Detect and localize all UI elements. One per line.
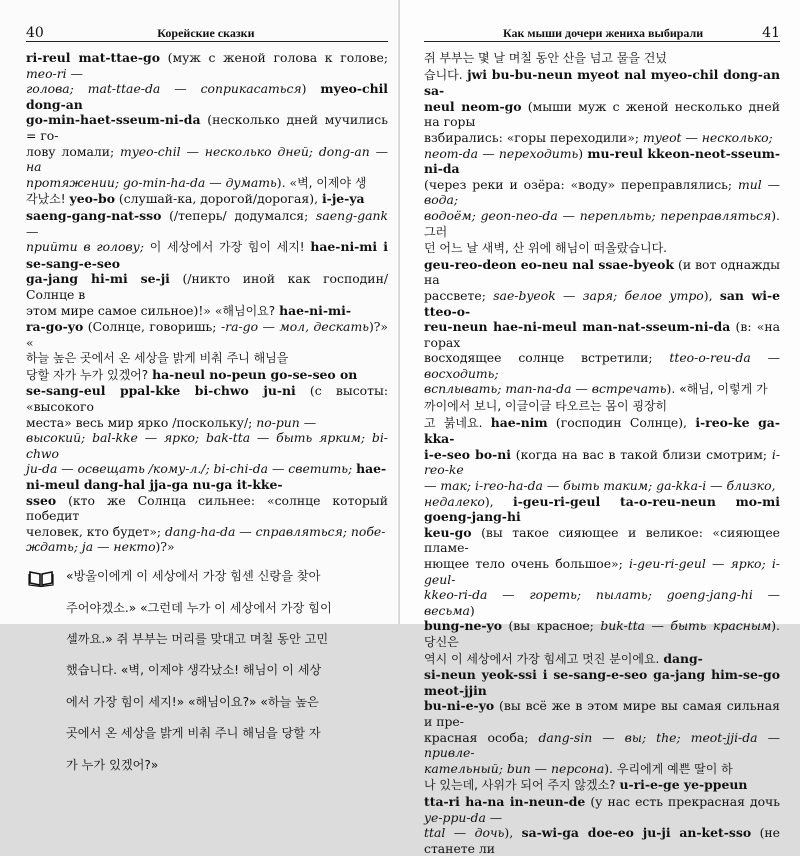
text-run: (несколько дней мучились = го-	[26, 112, 388, 143]
text-line	[26, 175, 388, 192]
text-run: tta-ri ha-na in-neun-de	[424, 793, 586, 809]
text-run: myeo-chil dong-an	[26, 81, 388, 112]
text-line	[26, 319, 388, 350]
text-run: ),	[484, 493, 514, 509]
running-title: Как мыши дочери жениха выбирали	[502, 26, 704, 40]
text-run: 까이에서 보니, 이글이글 타오르는 몸이 굉장히	[424, 399, 668, 414]
text-run: ).	[771, 207, 780, 223]
text-line	[26, 477, 388, 493]
open-book-icon	[28, 569, 54, 587]
text-line	[424, 761, 780, 778]
text-line	[424, 99, 780, 130]
text-run: )	[301, 81, 321, 97]
text-run: (в: «на горах	[424, 319, 781, 350]
text-run: i-geu-ri-geul — ярко; i-geul-	[424, 556, 780, 587]
text-run: ju-da — освещать /кому-л./; bi-chi-da — светить;	[26, 461, 353, 477]
text-run: dang-ha-da — справляться; побе-	[165, 523, 386, 539]
left-page	[0, 0, 400, 772]
text-run: ga-jang hi-mi se-ji	[26, 271, 170, 287]
text-run: высокий; bal-kke — ярко; bak-tta — быть ярким; bi-chwo	[26, 430, 388, 461]
text-run: sseo	[26, 492, 57, 508]
text-line	[424, 50, 780, 67]
text-run: (господин Солнце),	[547, 414, 696, 430]
text-line	[424, 177, 780, 208]
text-run: всплывать; man-na-da — встречать	[424, 381, 667, 397]
text-run: (у нас есть прекрасная дочь	[585, 793, 780, 809]
text-run: tteo-o-reu-da — восходить;	[424, 350, 780, 381]
text-run: водоём; geon-neo-da — перепльть; переправляться	[424, 207, 772, 223]
text-run: myeo-chil — несколько дней; dong-an — на	[26, 143, 388, 175]
text-run: голова; mat-ttae-da — соприкасаться	[26, 81, 302, 97]
text-run: кательный; bun — персона	[424, 760, 605, 776]
text-run: go-min-haet-sseum-ni-da	[26, 112, 201, 128]
left-page-header	[26, 0, 388, 42]
text-run: красная особа;	[424, 729, 539, 745]
text-run: geu-reo-deon eo-neu nal ssae-byeok	[424, 256, 674, 272]
running-title: Корейские сказки	[157, 26, 255, 40]
text-run: ni-meul dang-hal jja-ga nu-ga it-kke-	[26, 477, 283, 493]
text-line	[424, 651, 780, 668]
text-line	[424, 146, 780, 177]
text-run: i-e-seo bo-ni	[424, 446, 511, 462]
text-run: bung-ne-yo	[424, 618, 502, 634]
text-run: 나 있는데, 사위가 되어 주지 않겠소?	[424, 778, 616, 793]
text-run: ha-neul no-peun go-se-seo on	[152, 366, 358, 382]
text-run: 당할 자가 누가 있겠어?	[26, 367, 149, 382]
text-run: mul — вода;	[424, 176, 780, 208]
right-page-header	[424, 0, 780, 42]
text-run: человек, кто будет»;	[26, 523, 166, 539]
text-run: 고 붉네요.	[424, 415, 483, 430]
text-line	[26, 144, 388, 175]
text-run: i-reo-ke	[424, 446, 781, 478]
text-run: ye-ppu-da —	[424, 809, 503, 825]
text-run: 당신은	[424, 634, 459, 649]
text-line	[424, 350, 780, 381]
text-run: (вы всё же в этом мире вы самая сильная и пре-	[424, 698, 780, 729]
text-run: прийти в голову;	[26, 239, 150, 255]
page-number: 40	[26, 25, 44, 41]
text-run: недалеко	[424, 493, 485, 509]
text-line	[424, 730, 780, 761]
text-run: ),	[703, 287, 720, 303]
text-run: )	[469, 602, 475, 618]
text-run: -ra-go — мол, дескать	[220, 319, 369, 335]
text-run: jwi bu-bu-neun myeot nal myeo-chil dong-an sa-	[424, 66, 780, 99]
text-line	[424, 618, 780, 650]
text-run: si-neun yeok-ssi i se-sang-e-seo ga-jang him-se-go meot-jjin	[424, 667, 780, 698]
text-run: ttal — дочь	[424, 825, 505, 841]
text-run: этом мире самое сильное)!» «	[26, 302, 223, 318]
text-run: восходящее солнце встретили;	[424, 350, 670, 366]
text-run: reu-neun hae-ni-meul man-nat-sseum-ni-da	[424, 319, 731, 335]
text-run: 이 세상에서 가장 힘이 세지!	[149, 240, 305, 255]
text-run: (вы такое сияющее и великое: «сияющее пламе-	[424, 524, 780, 556]
text-run: места» весь мир ярко /поскольку/;	[26, 414, 257, 430]
text-run: hae-ni-mi-	[279, 302, 351, 318]
korean-line: 가 누가 있겠어?»	[66, 757, 159, 772]
korean-line: «방울이에게 이 세상에서 가장 힘센 신랑을 찾아	[66, 569, 321, 584]
korean-text-block	[26, 567, 388, 775]
text-run: 쥐 부부는 몇 날 며칠 동안 산을 넘고 물을 건넜	[424, 51, 667, 65]
text-line	[424, 494, 780, 525]
text-run: (слушай-ка, дорогой/дорогая),	[114, 191, 322, 207]
text-run: ),	[504, 825, 522, 841]
text-run: se-sang-eul ppal-kke bi-chwo ju-ni	[26, 383, 296, 399]
text-line	[424, 208, 780, 240]
text-run: )?» «	[26, 319, 388, 350]
text-run: ra-go-yo	[26, 319, 84, 335]
text-run: рассвете;	[424, 287, 494, 303]
text-line	[424, 381, 780, 398]
text-line	[26, 239, 388, 271]
text-run: 해님이요?	[222, 303, 276, 318]
text-run: (муж с женой голова к голове;	[160, 50, 388, 65]
text-run: neul neom-go	[424, 98, 522, 114]
text-run: )?»	[155, 539, 175, 555]
text-run: 역시 이 세상에서 가장 힘세고 멋진 분이에요.	[424, 651, 660, 666]
text-run: dang-	[663, 650, 703, 666]
text-line	[26, 461, 388, 477]
text-line	[424, 240, 780, 257]
text-line	[424, 257, 780, 288]
text-line	[26, 271, 388, 302]
text-run: 습니다.	[424, 67, 463, 82]
text-run: 벽, 이제야 생	[297, 175, 367, 190]
text-run: hae-nim	[490, 414, 548, 430]
text-run: (когда на вас в такой близи смотрим;	[510, 446, 772, 462]
text-line	[424, 478, 780, 494]
text-line	[424, 777, 780, 794]
text-line	[424, 794, 780, 825]
text-run: (/никто иной как господин/ Солнце в	[26, 271, 388, 302]
text-line	[424, 319, 780, 350]
text-line	[26, 208, 388, 239]
right-page-body	[424, 50, 780, 856]
text-run: ждать; ja — некто	[26, 539, 156, 555]
text-line	[424, 67, 780, 99]
text-run: yeo-bo	[69, 191, 115, 207]
text-line	[424, 130, 780, 146]
text-run: ).	[771, 618, 780, 634]
korean-line: 곳에서 온 세상을 밝게 비춰 주니 해님을 당할 자	[66, 726, 321, 741]
text-run: hae-	[356, 461, 387, 477]
korean-line: 에서 가장 힘이 세지!» «해님이요?» «하늘 높은	[66, 694, 319, 709]
text-run: neom-da — переходить	[424, 145, 579, 161]
text-run: i-reo-ke ga-kka-	[424, 414, 780, 447]
text-run: (и вот однажды на	[424, 256, 780, 288]
text-run: (вы красное;	[502, 618, 601, 634]
text-line	[424, 667, 780, 698]
text-run: i-geu-ri-geul ta-o-reu-neun mo-mi goeng-jang-hi	[424, 493, 780, 525]
text-run: 각났소!	[26, 192, 66, 207]
text-run: (Солнце, говоришь;	[83, 319, 221, 335]
text-run: )	[578, 145, 588, 161]
text-run: (мыши муж с женой несколько дней на горы	[424, 98, 780, 130]
text-line	[26, 539, 388, 555]
text-run: u-ri-e-ge ye-ppeun	[619, 777, 748, 793]
text-run: (через реки и озёра: «воду» переправлялись;	[424, 176, 738, 192]
text-run: лову ломали;	[26, 143, 121, 159]
text-run: kkeo-ri-da — гореть; пылать; goeng-jang-hi — весьма	[424, 587, 780, 618]
text-run: (/теперь/ додумался;	[161, 207, 317, 223]
text-run: 하늘 높은 곳에서 온 세상을 밝게 비춰 주니 해님을	[26, 351, 289, 366]
text-line	[26, 112, 388, 143]
text-line	[26, 303, 388, 320]
text-line	[26, 350, 388, 367]
text-line	[26, 430, 388, 461]
text-run: нющее тело очень большое»;	[424, 556, 629, 571]
right-page	[400, 0, 800, 856]
korean-line: 했습니다. «벽, 이제야 생각났소! 해님이 이 세상	[66, 663, 322, 678]
text-run: взбирались: «горы переходили»;	[424, 129, 643, 145]
text-run: ).	[604, 760, 617, 776]
text-line	[424, 525, 780, 556]
text-run: 던 어느 날 새벽, 산 위에 해님이 떠올랐습니다.	[424, 241, 667, 256]
page-number: 41	[762, 25, 780, 41]
text-run: (не станете ли	[424, 825, 780, 856]
text-line	[424, 587, 780, 618]
text-line	[26, 50, 388, 81]
text-run: keu-go	[424, 524, 472, 540]
text-run: «해님, 이렇게 가	[679, 382, 768, 397]
text-run: 우리에게 예쁜 딸이 하	[616, 761, 733, 776]
text-line	[26, 367, 388, 384]
text-line	[26, 191, 388, 208]
text-run: dang-sin — вы; the; meot-jji-da — привле-	[424, 729, 780, 761]
text-run: no-pun —	[256, 414, 317, 430]
text-run: (с высоты: «высокого	[26, 383, 388, 415]
text-run: ri-reul mat-ttae-go	[26, 50, 160, 65]
text-line	[26, 415, 388, 431]
text-line	[424, 825, 780, 856]
text-run: san wi-e tteo-o-	[424, 287, 780, 319]
text-run: saeng-gang-nat-sso	[26, 207, 162, 223]
text-run: ).	[666, 381, 680, 397]
text-run: buk-tta — быть красным	[600, 618, 772, 634]
text-line	[26, 383, 388, 414]
text-run: myeot — несколько;	[642, 129, 773, 145]
text-line	[26, 493, 388, 524]
text-line	[424, 447, 780, 478]
text-line	[26, 81, 388, 112]
text-run: mu-reul kkeon-neot-sseum-ni-da	[424, 145, 780, 177]
text-line	[424, 288, 780, 319]
text-run: sa-wi-ga doe-eo ju-ji an-ket-sso	[521, 825, 752, 841]
text-run: hae-ni-mi i se-sang-e-seo	[26, 239, 388, 271]
text-run: sae-byeok — заря; белое утро	[493, 287, 704, 303]
text-run: протяжении; go-min-ha-da — думать	[26, 174, 277, 190]
korean-line: 주어야겠소.» «그런데 누가 이 세상에서 가장 힘이	[66, 600, 332, 615]
text-line	[424, 556, 780, 587]
text-run: saeng-gank —	[26, 207, 388, 239]
text-run: i-je-ya	[321, 191, 365, 207]
text-run	[482, 415, 490, 430]
korean-line: 셀까요.» 쥐 부부는 머리를 맞대고 며칠 동안 고민	[66, 631, 329, 646]
text-run: ). «	[276, 174, 298, 190]
text-line	[424, 698, 780, 729]
text-line	[26, 524, 388, 540]
text-line	[424, 415, 780, 447]
text-run: meo-ri —	[26, 65, 83, 81]
left-page-body	[26, 50, 388, 555]
text-run: 그러	[424, 224, 448, 239]
text-line	[424, 398, 780, 415]
text-run: — так; i-reo-ha-da — быть таким; ga-kka-i — близко,	[424, 478, 776, 494]
text-run: (кто же Солнца сильнее: «солнце который победит	[26, 492, 388, 524]
text-run: bu-ni-e-yo	[424, 698, 495, 714]
